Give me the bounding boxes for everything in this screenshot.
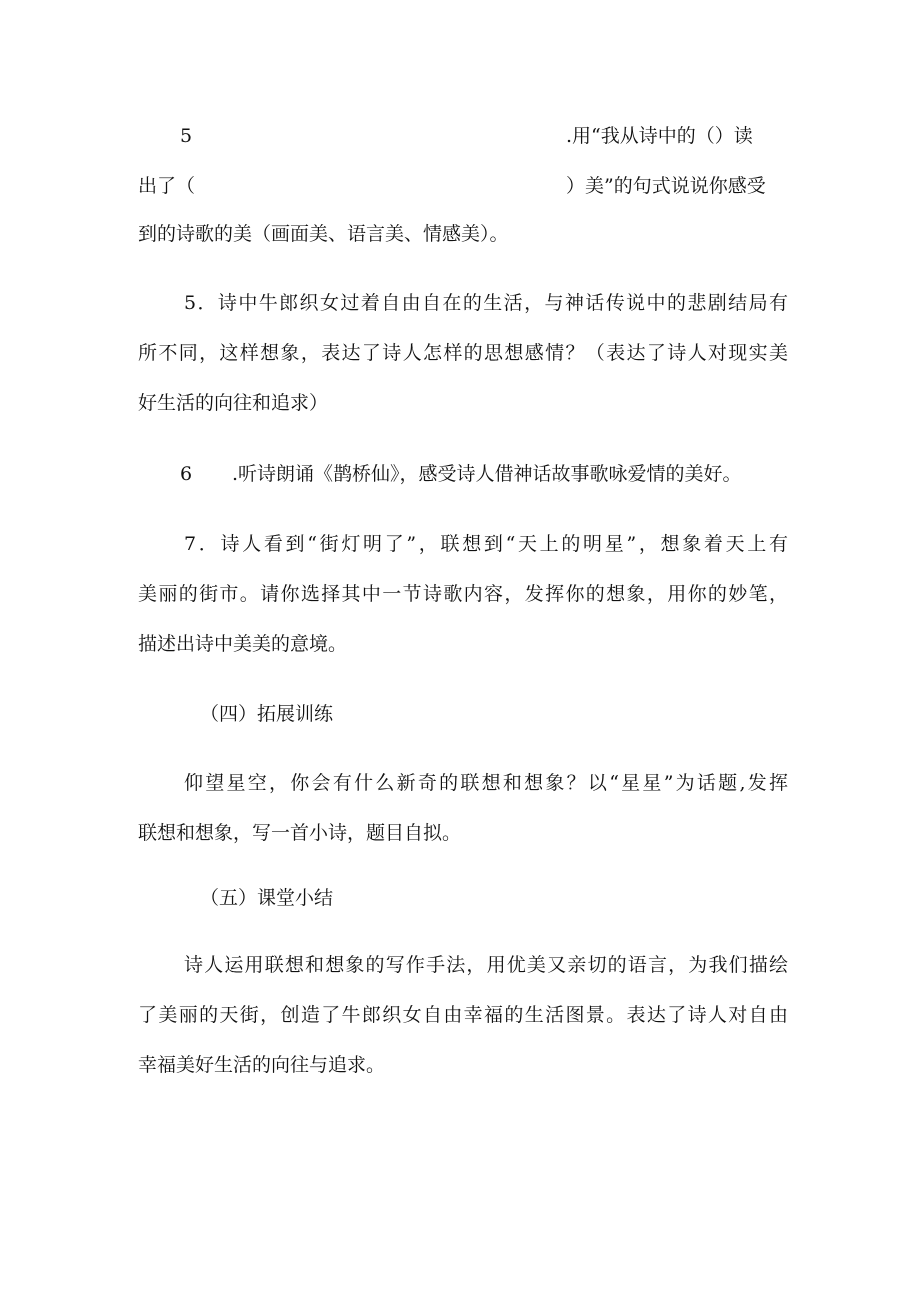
section5-line2: 了美丽的天街，创造了牛郎织女自由幸福的生活图景。表达了诗人对自由 <box>138 1004 788 1026</box>
q6-number: 6 <box>180 463 193 485</box>
section5-line1: 诗人运用联想和想象的写作手法，用优美又亲切的语言，为我们描绘 <box>184 954 788 976</box>
q7-line2: 美丽的街市。请你选择其中一节诗歌内容，发挥你的想象，用你的妙笔， <box>138 583 788 605</box>
q5a-line2-end: ）美”的句式说说你感受 <box>566 175 766 197</box>
section5-line3: 幸福美好生活的向往与追求。 <box>138 1054 386 1076</box>
q6-text: .听诗朗诵《鹊桥仙》，感受诗人借神话故事歌咏爱情的美好。 <box>232 463 742 485</box>
q7-line3: 描述出诗中美美的意境。 <box>138 633 348 655</box>
q7-line1: 7．诗人看到“街灯明了”，联想到“天上的明星”，想象着天上有 <box>184 533 788 555</box>
q5a-line2-start: 出了（ <box>138 175 196 197</box>
q5a-line1: .用“我从诗中的（）读 <box>566 125 753 147</box>
q5b-line1: 5．诗中牛郎织女过着自由自在的生活，与神话传说中的悲剧结局有 <box>184 292 788 314</box>
section5-heading: （五）课堂小结 <box>200 887 334 909</box>
section4-line2: 联想和想象，写一首小诗，题目自拟。 <box>138 822 462 844</box>
q5a-line3: 到的诗歌的美（画面美、语言美、情感美）。 <box>138 223 509 245</box>
q5b-line3: 好生活的向往和追求） <box>138 392 329 414</box>
q5b-line2: 所不同，这样想象，表达了诗人怎样的思想感情？（表达了诗人对现实美 <box>138 342 788 364</box>
q5a-number: 5 <box>180 125 193 147</box>
section4-line1: 仰望星空，你会有什么新奇的联想和想象？以“星星”为话题,发挥 <box>184 772 788 794</box>
section4-heading: （四）拓展训练 <box>200 703 334 725</box>
